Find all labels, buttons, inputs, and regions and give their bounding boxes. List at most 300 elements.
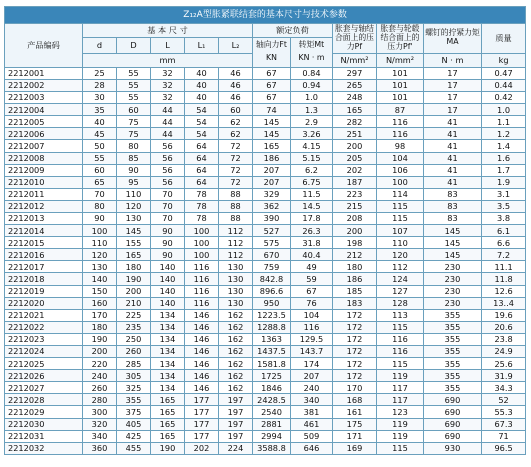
header-unit-kn: KN — [266, 53, 277, 63]
cell-axial-force: 2540 — [253, 406, 291, 418]
cell-axial-force: 1581.8 — [253, 358, 291, 370]
table-row — [5, 382, 526, 394]
cell-torque: 0.94 — [291, 79, 333, 91]
header-torque-label: 转矩Mt — [298, 40, 325, 50]
cell-L2: 72 — [219, 176, 253, 188]
cell-hub-pressure: 100 — [377, 176, 424, 188]
cell-product-code: 2212012 — [5, 200, 83, 212]
cell-axial-force: 1846 — [253, 382, 291, 394]
cell-torque: 40.4 — [291, 249, 333, 261]
cell-axial-force: 2994 — [253, 430, 291, 442]
cell-L: 90 — [151, 249, 185, 261]
cell-d: 140 — [83, 273, 117, 285]
cell-D: 235 — [117, 321, 151, 333]
cell-L2: 72 — [219, 152, 253, 164]
cell-L2: 130 — [219, 261, 253, 273]
table-row — [5, 116, 526, 128]
cell-mass: 24.9 — [482, 346, 526, 358]
cell-hub-pressure: 120 — [377, 249, 424, 261]
cell-L: 134 — [151, 358, 185, 370]
cell-mass: 71 — [482, 430, 526, 442]
cell-screw-torque: 930 — [424, 442, 482, 454]
cell-L1: 100 — [185, 249, 219, 261]
cell-torque: 67 — [291, 285, 333, 297]
cell-L1: 54 — [185, 104, 219, 116]
cell-axial-force: 1725 — [253, 370, 291, 382]
cell-axial-force: 207 — [253, 164, 291, 176]
cell-d: 150 — [83, 285, 117, 297]
cell-L1: 146 — [185, 309, 219, 321]
cell-shaft-pressure: 297 — [333, 67, 377, 79]
table-row — [5, 370, 526, 382]
table-row — [5, 128, 526, 140]
cell-mass: 1.1 — [482, 116, 526, 128]
cell-screw-torque: 83 — [424, 200, 482, 212]
cell-L1: 64 — [185, 176, 219, 188]
cell-hub-pressure: 101 — [377, 67, 424, 79]
table-row — [5, 333, 526, 345]
cell-torque: 49 — [291, 261, 333, 273]
cell-mass: 19.6 — [482, 309, 526, 321]
cell-torque: 646 — [291, 442, 333, 454]
header-screw-torque-unit: N · m — [424, 53, 482, 67]
cell-L: 190 — [151, 442, 185, 454]
cell-D: 110 — [117, 188, 151, 200]
cell-hub-pressure: 115 — [377, 442, 424, 454]
table-row — [5, 67, 526, 79]
cell-mass: 23.8 — [482, 333, 526, 345]
cell-D: 145 — [117, 225, 151, 237]
cell-L2: 112 — [219, 225, 253, 237]
cell-screw-torque: 355 — [424, 346, 482, 358]
cell-shaft-pressure: 172 — [333, 309, 377, 321]
cell-shaft-pressure: 200 — [333, 225, 377, 237]
cell-torque: 340 — [291, 394, 333, 406]
table-body — [5, 67, 526, 454]
header-hub-pressure-unit: N/mm² — [377, 53, 424, 67]
cell-d: 45 — [83, 128, 117, 140]
cell-d: 130 — [83, 261, 117, 273]
header-unit-knm: KN · m — [298, 53, 325, 63]
cell-mass: 52 — [482, 394, 526, 406]
cell-torque: 6.75 — [291, 176, 333, 188]
cell-L2: 46 — [219, 67, 253, 79]
cell-torque: 381 — [291, 406, 333, 418]
cell-D: 425 — [117, 430, 151, 442]
cell-L2: 224 — [219, 442, 253, 454]
cell-d: 50 — [83, 140, 117, 152]
cell-mass: 6.1 — [482, 225, 526, 237]
cell-L: 56 — [151, 164, 185, 176]
table-row — [5, 188, 526, 200]
cell-d: 220 — [83, 358, 117, 370]
cell-screw-torque: 690 — [424, 418, 482, 430]
table-row — [5, 249, 526, 261]
cell-D: 60 — [117, 104, 151, 116]
table-row — [5, 212, 526, 224]
cell-hub-pressure: 101 — [377, 92, 424, 104]
cell-shaft-pressure: 248 — [333, 92, 377, 104]
cell-shaft-pressure: 265 — [333, 79, 377, 91]
cell-torque: 59 — [291, 273, 333, 285]
cell-hub-pressure: 115 — [377, 321, 424, 333]
cell-mass: 3.8 — [482, 212, 526, 224]
table-row — [5, 430, 526, 442]
cell-mass: 0.47 — [482, 67, 526, 79]
cell-L1: 146 — [185, 382, 219, 394]
cell-product-code: 2212032 — [5, 442, 83, 454]
cell-shaft-pressure: 169 — [333, 442, 377, 454]
cell-d: 190 — [83, 333, 117, 345]
cell-shaft-pressure: 212 — [333, 249, 377, 261]
cell-torque: 0.84 — [291, 67, 333, 79]
cell-D: 250 — [117, 333, 151, 345]
cell-axial-force: 2428.5 — [253, 394, 291, 406]
cell-L: 32 — [151, 92, 185, 104]
cell-torque: 6.2 — [291, 164, 333, 176]
cell-torque: 509 — [291, 430, 333, 442]
cell-d: 28 — [83, 79, 117, 91]
cell-L2: 162 — [219, 321, 253, 333]
cell-screw-torque: 17 — [424, 67, 482, 79]
cell-L: 70 — [151, 188, 185, 200]
cell-hub-pressure: 101 — [377, 79, 424, 91]
cell-D: 190 — [117, 273, 151, 285]
cell-L1: 100 — [185, 237, 219, 249]
cell-torque: 76 — [291, 297, 333, 309]
cell-L1: 100 — [185, 225, 219, 237]
cell-L2: 162 — [219, 370, 253, 382]
cell-D: 75 — [117, 128, 151, 140]
table-title: Z₁₂A型胀紧联结套的基本尺寸与技术参数 — [5, 7, 526, 24]
cell-torque: 26.3 — [291, 225, 333, 237]
cell-d: 35 — [83, 104, 117, 116]
cell-torque: 104 — [291, 309, 333, 321]
cell-mass: 34.3 — [482, 382, 526, 394]
cell-L1: 64 — [185, 140, 219, 152]
header-rated-load: 额定负荷 — [253, 24, 333, 38]
cell-screw-torque: 83 — [424, 188, 482, 200]
cell-L: 165 — [151, 406, 185, 418]
cell-screw-torque: 17 — [424, 104, 482, 116]
cell-mass: 13..4 — [482, 297, 526, 309]
cell-D: 165 — [117, 249, 151, 261]
cell-hub-pressure: 116 — [377, 116, 424, 128]
cell-mass: 11.8 — [482, 273, 526, 285]
table-row — [5, 406, 526, 418]
cell-d: 180 — [83, 321, 117, 333]
cell-d: 100 — [83, 225, 117, 237]
cell-axial-force: 670 — [253, 249, 291, 261]
cell-product-code: 2212017 — [5, 261, 83, 273]
cell-D: 210 — [117, 297, 151, 309]
cell-axial-force: 67 — [253, 67, 291, 79]
cell-L2: 46 — [219, 92, 253, 104]
cell-mass: 1.2 — [482, 128, 526, 140]
cell-d: 340 — [83, 430, 117, 442]
cell-L1: 146 — [185, 333, 219, 345]
cell-axial-force: 1437.5 — [253, 346, 291, 358]
cell-mass: 3.5 — [482, 200, 526, 212]
cell-axial-force: 1288.8 — [253, 321, 291, 333]
cell-screw-torque: 41 — [424, 164, 482, 176]
cell-L: 44 — [151, 104, 185, 116]
cell-d: 110 — [83, 237, 117, 249]
cell-axial-force: 1363 — [253, 333, 291, 345]
table-row — [5, 79, 526, 91]
cell-shaft-pressure: 170 — [333, 382, 377, 394]
cell-L1: 54 — [185, 116, 219, 128]
cell-product-code: 2212010 — [5, 176, 83, 188]
cell-L: 165 — [151, 418, 185, 430]
cell-torque: 17.8 — [291, 212, 333, 224]
cell-L: 140 — [151, 261, 185, 273]
header-D: D — [117, 38, 151, 54]
cell-L2: 88 — [219, 212, 253, 224]
cell-L1: 146 — [185, 358, 219, 370]
cell-product-code: 2212004 — [5, 104, 83, 116]
cell-screw-torque: 690 — [424, 406, 482, 418]
cell-d: 80 — [83, 200, 117, 212]
cell-mass: 0.44 — [482, 79, 526, 91]
cell-axial-force: 67 — [253, 92, 291, 104]
table-row — [5, 140, 526, 152]
cell-torque: 31.8 — [291, 237, 333, 249]
cell-screw-torque: 17 — [424, 92, 482, 104]
cell-product-code: 2212013 — [5, 212, 83, 224]
cell-L2: 46 — [219, 79, 253, 91]
header-L: L — [151, 38, 185, 54]
table-row — [5, 418, 526, 430]
cell-d: 65 — [83, 176, 117, 188]
header-axial-force-label: 轴向力Ft — [256, 40, 287, 50]
cell-L2: 130 — [219, 273, 253, 285]
cell-screw-torque: 145 — [424, 225, 482, 237]
cell-hub-pressure: 119 — [377, 430, 424, 442]
table-row — [5, 394, 526, 406]
cell-axial-force: 362 — [253, 200, 291, 212]
cell-L: 134 — [151, 309, 185, 321]
cell-screw-torque: 41 — [424, 128, 482, 140]
header-d: d — [83, 38, 117, 54]
cell-L1: 40 — [185, 79, 219, 91]
cell-L1: 116 — [185, 261, 219, 273]
cell-shaft-pressure: 171 — [333, 430, 377, 442]
cell-L1: 146 — [185, 346, 219, 358]
cell-L2: 162 — [219, 358, 253, 370]
cell-mass: 31.9 — [482, 370, 526, 382]
header-L2: L₂ — [219, 38, 253, 54]
cell-product-code: 2212014 — [5, 225, 83, 237]
cell-D: 80 — [117, 140, 151, 152]
cell-torque: 116 — [291, 321, 333, 333]
cell-D: 85 — [117, 152, 151, 164]
cell-axial-force: 1223.5 — [253, 309, 291, 321]
cell-L: 134 — [151, 321, 185, 333]
cell-hub-pressure: 115 — [377, 358, 424, 370]
header-torque — [291, 38, 333, 68]
cell-L1: 177 — [185, 430, 219, 442]
cell-hub-pressure: 114 — [377, 188, 424, 200]
cell-mass: 3.1 — [482, 188, 526, 200]
cell-L2: 72 — [219, 164, 253, 176]
cell-screw-torque: 355 — [424, 309, 482, 321]
cell-shaft-pressure: 172 — [333, 370, 377, 382]
cell-shaft-pressure: 251 — [333, 128, 377, 140]
cell-product-code: 2212026 — [5, 370, 83, 382]
cell-L1: 177 — [185, 406, 219, 418]
cell-D: 405 — [117, 418, 151, 430]
cell-screw-torque: 41 — [424, 140, 482, 152]
cell-torque: 11.5 — [291, 188, 333, 200]
cell-d: 70 — [83, 188, 117, 200]
cell-mass: 96.5 — [482, 442, 526, 454]
cell-L2: 197 — [219, 418, 253, 430]
cell-product-code: 2212001 — [5, 67, 83, 79]
cell-torque: 5.15 — [291, 152, 333, 164]
cell-product-code: 2212024 — [5, 346, 83, 358]
cell-D: 355 — [117, 394, 151, 406]
cell-shaft-pressure: 172 — [333, 333, 377, 345]
cell-axial-force: 329 — [253, 188, 291, 200]
cell-shaft-pressure: 186 — [333, 273, 377, 285]
header-axial-force — [253, 38, 291, 68]
cell-product-code: 2212025 — [5, 358, 83, 370]
cell-hub-pressure: 106 — [377, 164, 424, 176]
cell-L: 56 — [151, 176, 185, 188]
cell-hub-pressure: 117 — [377, 394, 424, 406]
cell-d: 260 — [83, 382, 117, 394]
cell-product-code: 2212029 — [5, 406, 83, 418]
cell-L2: 62 — [219, 116, 253, 128]
cell-torque: 14.5 — [291, 200, 333, 212]
header-mass: 质量 — [482, 24, 526, 54]
header-unit-mm: mm — [83, 53, 253, 67]
cell-L2: 130 — [219, 285, 253, 297]
cell-D: 55 — [117, 92, 151, 104]
cell-hub-pressure: 107 — [377, 225, 424, 237]
cell-product-code: 2212002 — [5, 79, 83, 91]
cell-L: 140 — [151, 297, 185, 309]
cell-screw-torque: 17 — [424, 79, 482, 91]
header-shaft-pressure-unit: N/mm² — [333, 53, 377, 67]
cell-L2: 162 — [219, 309, 253, 321]
table-row — [5, 92, 526, 104]
cell-L2: 197 — [219, 430, 253, 442]
cell-mass: 0.42 — [482, 92, 526, 104]
cell-product-code: 2212021 — [5, 309, 83, 321]
cell-torque: 2.9 — [291, 116, 333, 128]
table-row — [5, 442, 526, 454]
cell-screw-torque: 230 — [424, 285, 482, 297]
cell-shaft-pressure: 202 — [333, 164, 377, 176]
cell-L2: 130 — [219, 297, 253, 309]
cell-shaft-pressure: 180 — [333, 261, 377, 273]
cell-L1: 146 — [185, 321, 219, 333]
cell-L: 32 — [151, 79, 185, 91]
cell-mass: 7.2 — [482, 249, 526, 261]
cell-torque: 3.26 — [291, 128, 333, 140]
cell-product-code: 2212030 — [5, 418, 83, 430]
cell-product-code: 2212008 — [5, 152, 83, 164]
cell-axial-force: 186 — [253, 152, 291, 164]
cell-d: 30 — [83, 92, 117, 104]
cell-hub-pressure: 87 — [377, 104, 424, 116]
header-mass-unit: kg — [482, 53, 526, 67]
cell-axial-force: 759 — [253, 261, 291, 273]
cell-hub-pressure: 115 — [377, 212, 424, 224]
cell-hub-pressure: 119 — [377, 418, 424, 430]
table-row — [5, 164, 526, 176]
cell-screw-torque: 145 — [424, 237, 482, 249]
cell-d: 280 — [83, 394, 117, 406]
cell-L2: 72 — [219, 140, 253, 152]
cell-torque: 1.3 — [291, 104, 333, 116]
cell-axial-force: 145 — [253, 128, 291, 140]
cell-D: 455 — [117, 442, 151, 454]
cell-product-code: 2212016 — [5, 249, 83, 261]
cell-screw-torque: 355 — [424, 382, 482, 394]
cell-L2: 62 — [219, 128, 253, 140]
cell-torque: 174 — [291, 358, 333, 370]
cell-shaft-pressure: 205 — [333, 152, 377, 164]
cell-L1: 40 — [185, 67, 219, 79]
cell-L: 140 — [151, 273, 185, 285]
cell-D: 200 — [117, 285, 151, 297]
table-row — [5, 237, 526, 249]
cell-hub-pressure: 119 — [377, 370, 424, 382]
cell-shaft-pressure: 215 — [333, 200, 377, 212]
table-row — [5, 309, 526, 321]
cell-L: 90 — [151, 237, 185, 249]
cell-L: 44 — [151, 128, 185, 140]
header-basic-dims: 基 本 尺 寸 — [83, 24, 253, 38]
cell-screw-torque: 355 — [424, 321, 482, 333]
header-L1: L₁ — [185, 38, 219, 54]
cell-L: 56 — [151, 140, 185, 152]
cell-hub-pressure: 112 — [377, 261, 424, 273]
cell-L1: 64 — [185, 164, 219, 176]
cell-L2: 197 — [219, 394, 253, 406]
cell-d: 170 — [83, 309, 117, 321]
cell-D: 260 — [117, 346, 151, 358]
cell-d: 200 — [83, 346, 117, 358]
cell-mass: 1.0 — [482, 104, 526, 116]
cell-screw-torque: 690 — [424, 430, 482, 442]
cell-product-code: 2212027 — [5, 382, 83, 394]
cell-d: 120 — [83, 249, 117, 261]
cell-axial-force: 165 — [253, 140, 291, 152]
cell-torque: 129.5 — [291, 333, 333, 345]
cell-mass: 12.6 — [482, 285, 526, 297]
cell-axial-force: 3588.8 — [253, 442, 291, 454]
cell-screw-torque: 355 — [424, 358, 482, 370]
cell-L1: 177 — [185, 418, 219, 430]
cell-L: 134 — [151, 370, 185, 382]
cell-torque: 207 — [291, 370, 333, 382]
cell-d: 240 — [83, 370, 117, 382]
cell-L: 70 — [151, 212, 185, 224]
cell-hub-pressure: 113 — [377, 309, 424, 321]
cell-screw-torque: 41 — [424, 116, 482, 128]
cell-L1: 54 — [185, 128, 219, 140]
header-shaft-pressure: 胀套与轴结合面上的压力Pf — [333, 24, 377, 54]
cell-L1: 116 — [185, 273, 219, 285]
cell-D: 90 — [117, 164, 151, 176]
cell-product-code: 2212011 — [5, 188, 83, 200]
cell-screw-torque: 230 — [424, 273, 482, 285]
cell-hub-pressure: 116 — [377, 333, 424, 345]
